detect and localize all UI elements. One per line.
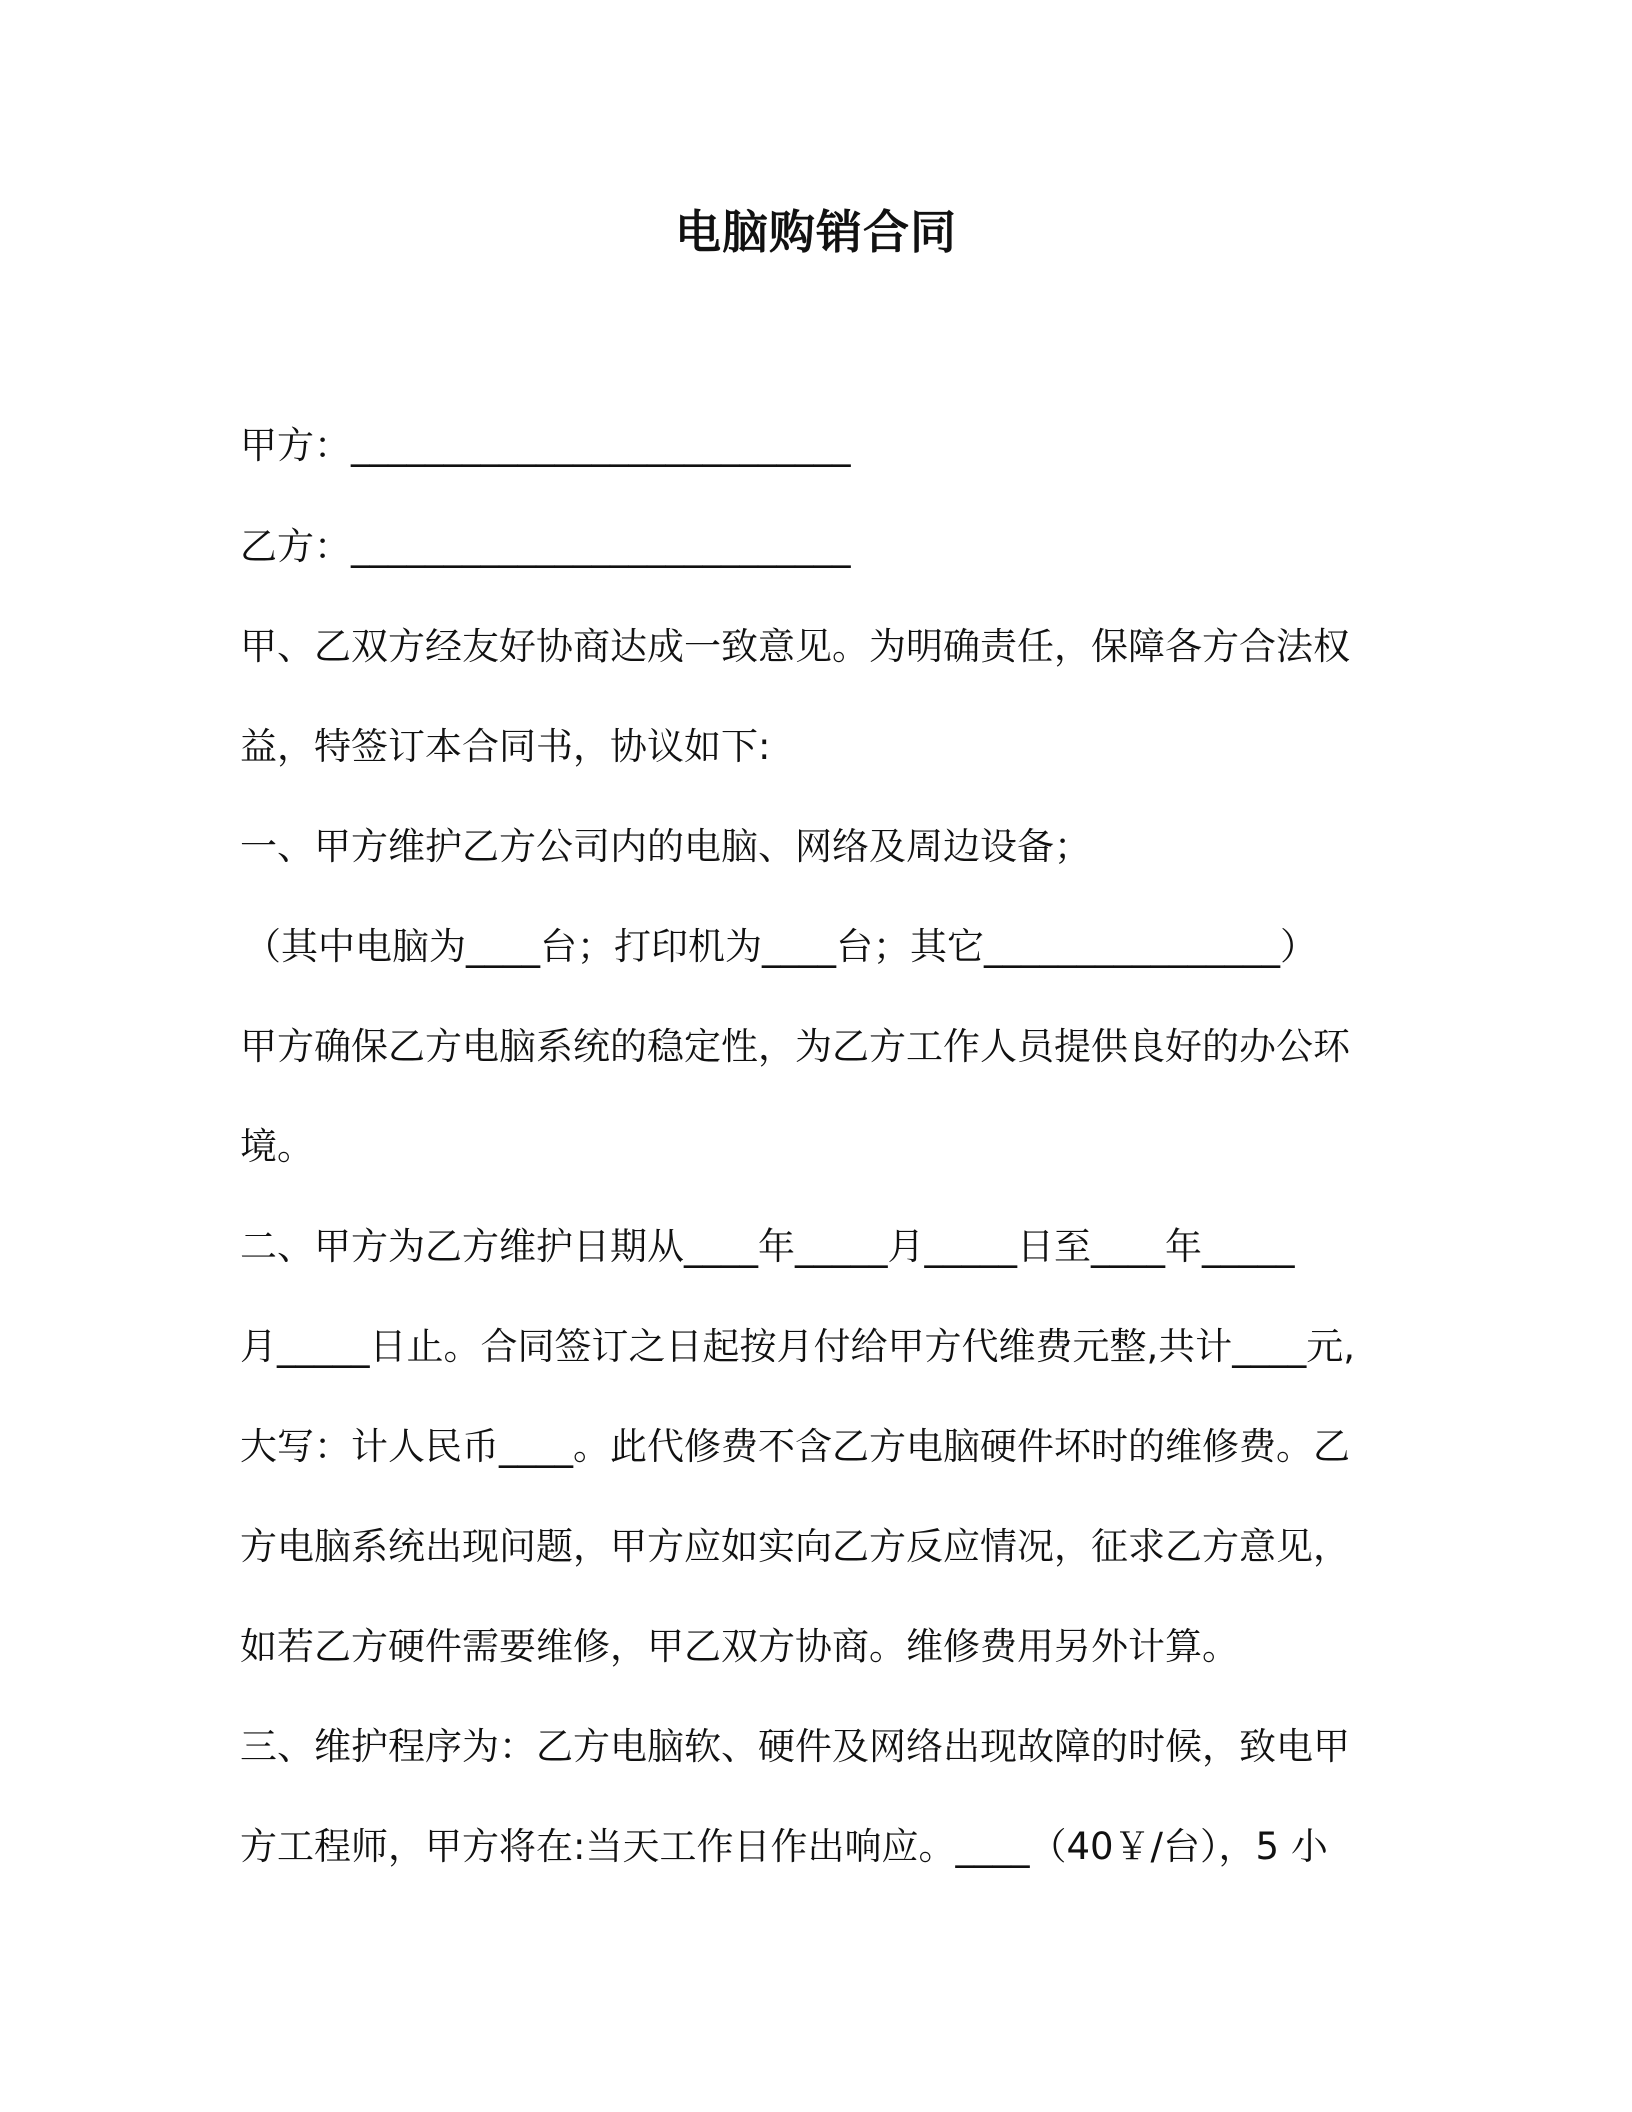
paragraph-line: 方工程师，甲方将在:当天工作日作出响应。____（40￥/台），5 小: [240, 1825, 1328, 1868]
paragraph-line: 境。: [240, 1125, 314, 1168]
clause-1-line: 一、甲方维护乙方公司内的电脑、网络及周边设备；: [240, 825, 1091, 868]
clause-3-line: 三、维护程序为：乙方电脑软、硬件及网络出现故障的时候，致电甲: [240, 1725, 1350, 1768]
paragraph-line: 月_____日止。合同签订之日起按月付给甲方代维费元整,共计____元,: [240, 1325, 1356, 1368]
party-a-line: 甲方：___________________________: [240, 424, 851, 467]
paragraph-line: 方电脑系统出现问题，甲方应如实向乙方反应情况，征求乙方意见，: [240, 1525, 1350, 1568]
paragraph-line: 甲方确保乙方电脑系统的稳定性，为乙方工作人员提供良好的办公环: [240, 1025, 1350, 1068]
party-b-line: 乙方：___________________________: [240, 525, 851, 568]
paragraph-line: 大写：计人民币____。此代修费不含乙方电脑硬件坏时的维修费。乙: [240, 1425, 1350, 1468]
paragraph-line: 如若乙方硬件需要维修，甲乙双方协商。维修费用另外计算。: [240, 1625, 1239, 1668]
paragraph-line: 益，特签订本合同书，协议如下:: [240, 725, 771, 768]
clause-2-line: 二、甲方为乙方维护日期从____年_____月_____日至____年_____: [240, 1225, 1295, 1268]
paragraph-line: 甲、乙双方经友好协商达成一致意见。为明确责任，保障各方合法权: [240, 625, 1350, 668]
document-title: 电脑购销合同: [675, 205, 957, 259]
paragraph-line: （其中电脑为____台；打印机为____台；其它________________）: [244, 925, 1317, 968]
